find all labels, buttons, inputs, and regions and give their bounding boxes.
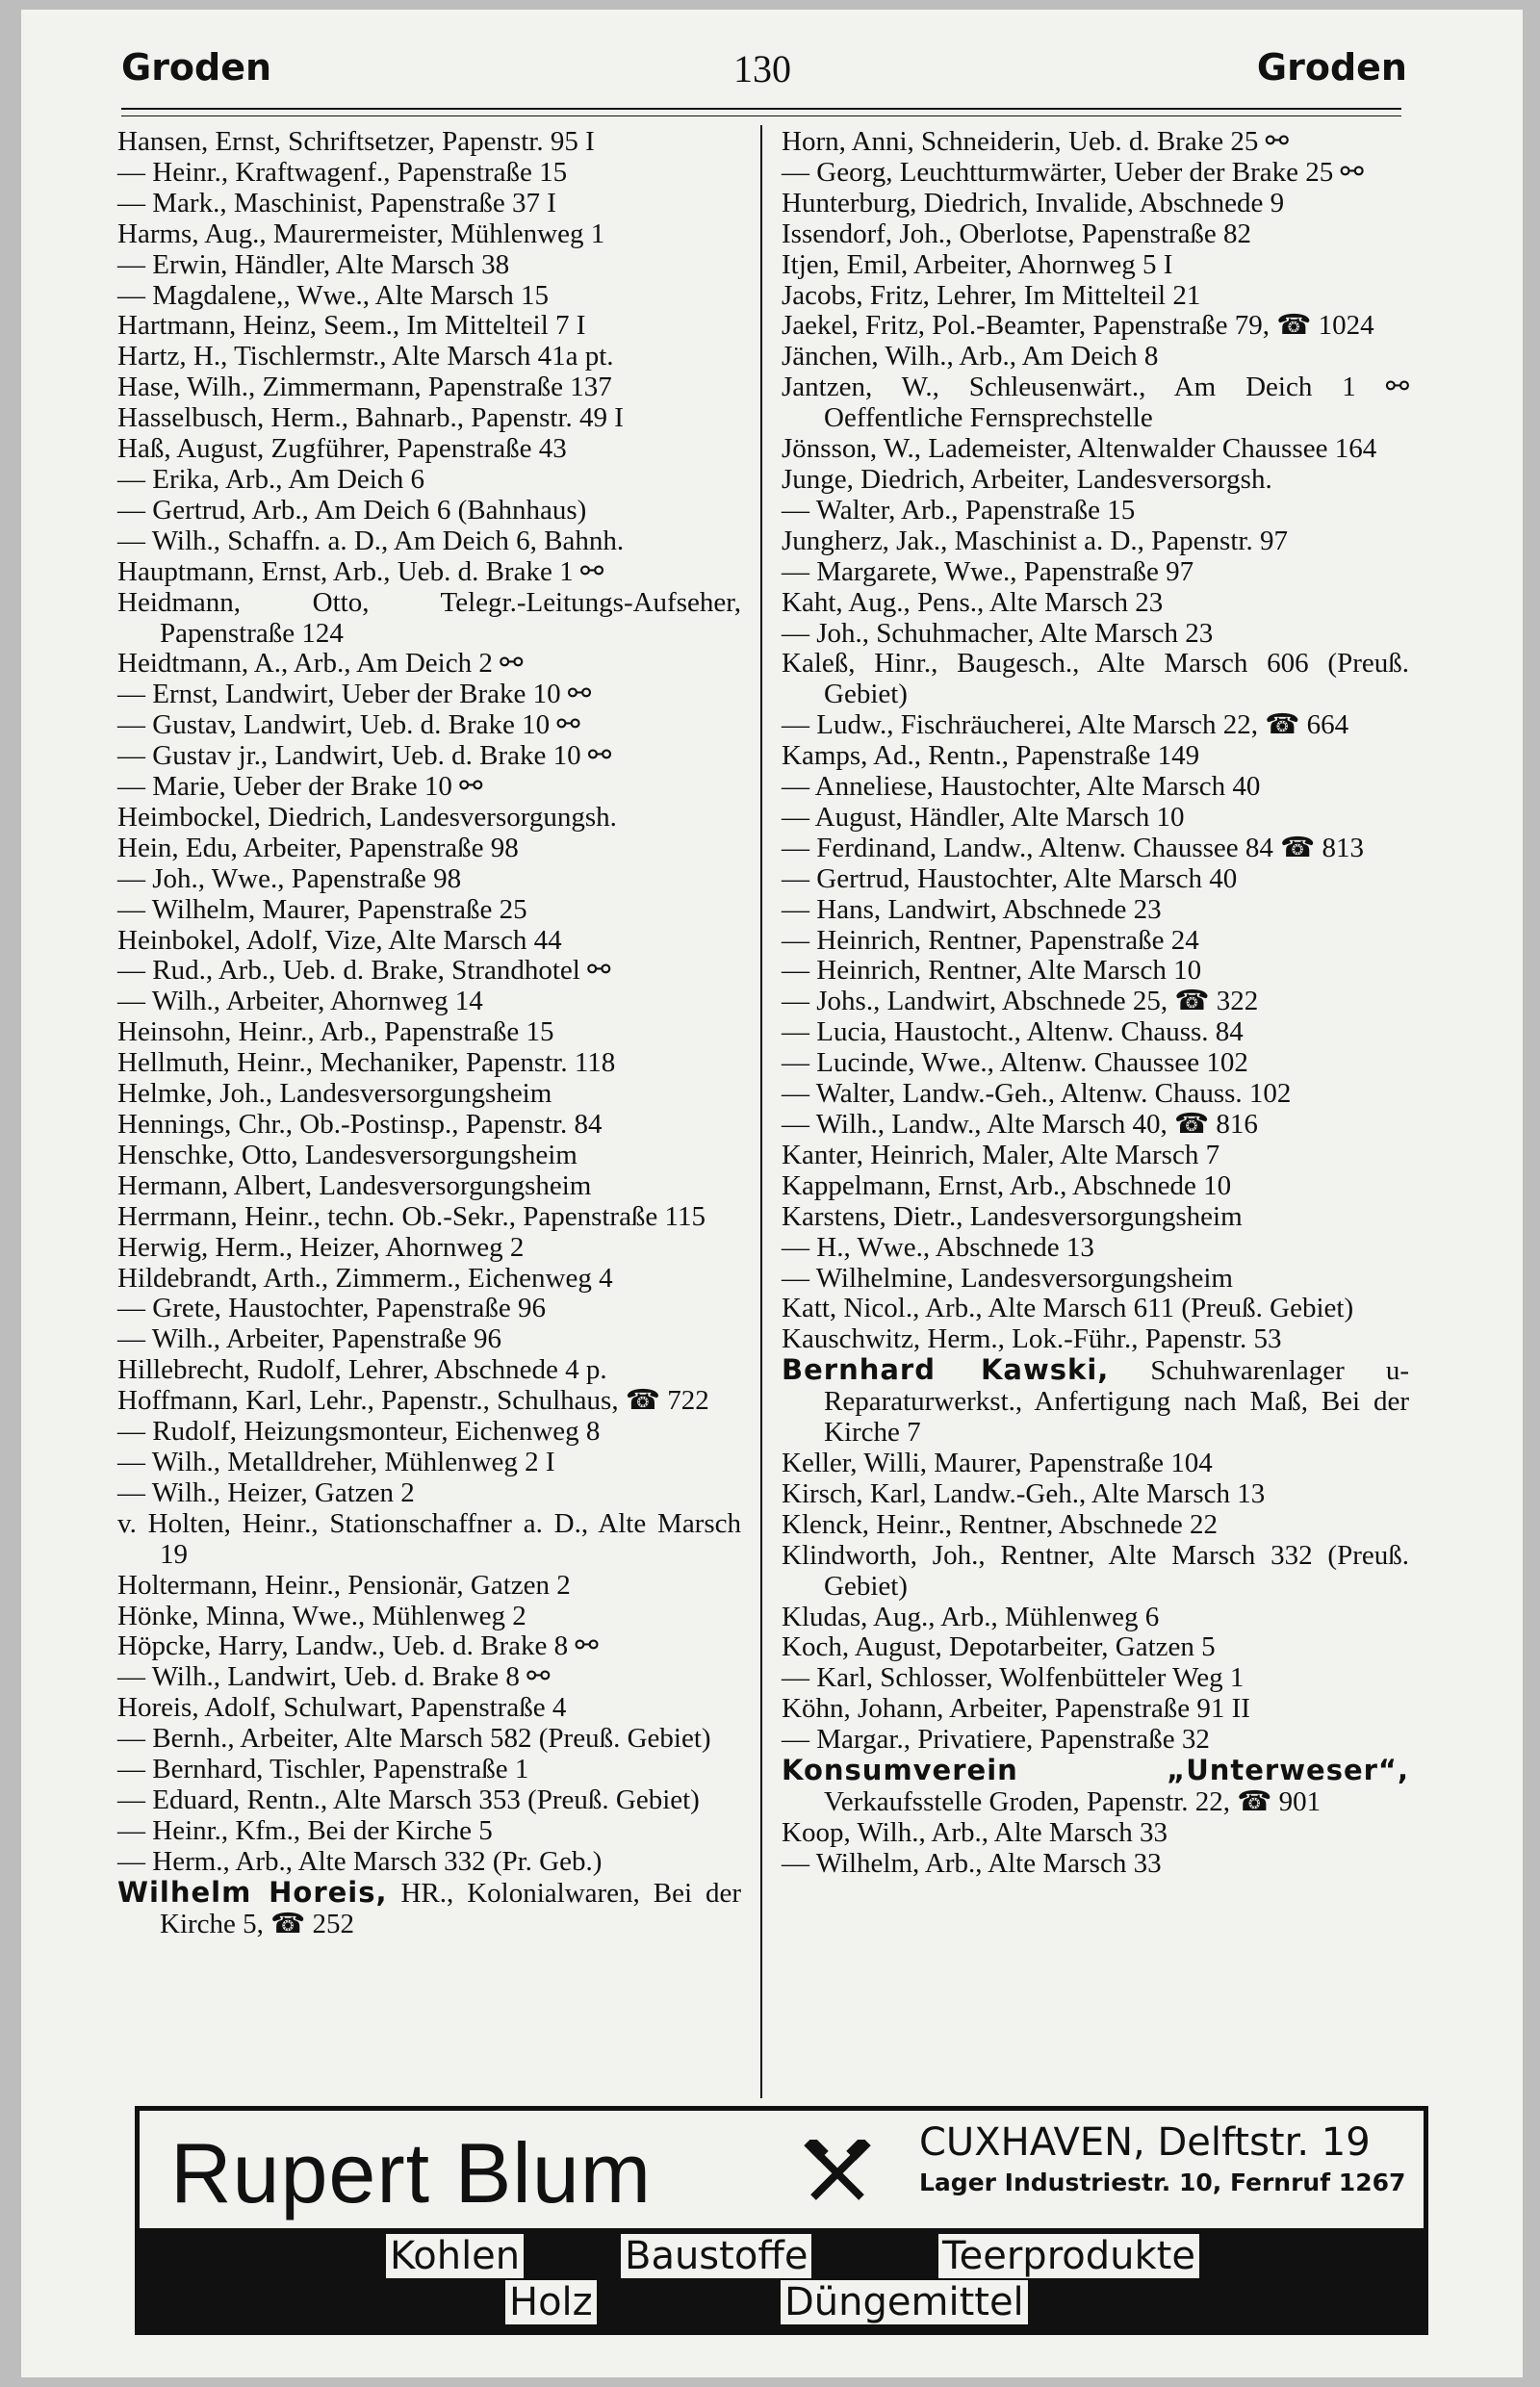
directory-entry: — Rudolf, Heizungsmonteur, Eichenweg 8	[117, 1416, 601, 1448]
ad-city-line: CUXHAVEN, Delftstr. 19	[919, 2120, 1371, 2165]
directory-entry: — Wilh., Landw., Alte Marsch 40, ☎ 816	[782, 1109, 1258, 1140]
directory-entry: — Heinrich, Rentner, Alte Marsch 10	[782, 955, 1202, 987]
header-rule	[121, 108, 1401, 110]
directory-entry: — Magdalene,, Wwe., Alte Marsch 15	[117, 279, 550, 311]
directory-entry: — Ludw., Fischräucherei, Alte Marsch 22, ☎ 664	[782, 709, 1349, 741]
directory-entry: — Heinr., Kraftwagenf., Papenstraße 15	[117, 156, 568, 188]
directory-entry: — Marie, Ueber der Brake 10 ⚯	[117, 771, 483, 803]
directory-entry: — Wilh., Landwirt, Ueb. d. Brake 8 ⚯	[117, 1661, 551, 1693]
directory-entry: — Ernst, Landwirt, Ueber der Brake 10 ⚯	[117, 679, 592, 710]
directory-entry: v. Holten, Heinr., Stationschaffner a. D., Alte Marsch 19	[117, 1507, 741, 1570]
directory-entry: Jänchen, Wilh., Arb., Am Deich 8	[782, 341, 1159, 372]
directory-entry: Herwig, Herm., Heizer, Ahornweg 2	[117, 1231, 525, 1263]
directory-entry: Kauschwitz, Herm., Lok.-Führ., Papenstr. 53	[782, 1323, 1282, 1355]
directory-entry: Heimbockel, Diedrich, Landesversorgungsh.	[117, 801, 617, 833]
ad-product-baustoffe: Baustoffe	[621, 2234, 811, 2278]
directory-entry: Köhn, Johann, Arbeiter, Papenstraße 91 II	[782, 1693, 1250, 1725]
directory-entry: Kludas, Aug., Arb., Mühlenweg 6	[782, 1601, 1160, 1632]
crossed-hammers-icon	[804, 2140, 871, 2207]
directory-entry: Herrmann, Heinr., techn. Ob.-Sekr., Papenstraße 115	[117, 1200, 706, 1232]
directory-entry: Hennings, Chr., Ob.-Postinsp., Papenstr. 84	[117, 1109, 603, 1140]
directory-entry: Itjen, Emil, Arbeiter, Ahornweg 5 I	[782, 248, 1173, 280]
directory-entry: Hildebrandt, Arth., Zimmerm., Eichenweg 4	[117, 1262, 613, 1294]
directory-entry: — Herm., Arb., Alte Marsch 332 (Pr. Geb.)	[117, 1845, 603, 1877]
directory-entry: Hein, Edu, Arbeiter, Papenstraße 98	[117, 832, 519, 863]
directory-entry: Koch, August, Depotarbeiter, Gatzen 5	[782, 1631, 1216, 1663]
directory-entry: — Margarete, Wwe., Papenstraße 97	[782, 555, 1194, 587]
directory-entry: — Margar., Privatiere, Papenstraße 32	[782, 1724, 1210, 1756]
directory-entry: — Anneliese, Haustochter, Alte Marsch 40	[782, 771, 1261, 803]
directory-entry: — Lucinde, Wwe., Altenw. Chaussee 102	[782, 1047, 1248, 1079]
directory-entry: Katt, Nicol., Arb., Alte Marsch 611 (Preuß. Gebiet)	[782, 1293, 1354, 1324]
directory-entry: Heinbokel, Adolf, Vize, Alte Marsch 44	[117, 924, 562, 956]
directory-entry: — Wilh., Arbeiter, Papenstraße 96	[117, 1323, 502, 1355]
directory-entry: — Wilh., Metalldreher, Mühlenweg 2 I	[117, 1446, 555, 1477]
ad-product-teerprodukte: Teerprodukte	[938, 2234, 1199, 2278]
directory-entry-advert	[782, 1355, 1409, 1449]
directory-entry: Hunterburg, Diedrich, Invalide, Abschnede 9	[782, 187, 1285, 218]
directory-entry: Heidmann, Otto, Telegr.-Leitungs-Aufseher, Papenstraße 124	[117, 586, 741, 649]
directory-entry-advert	[782, 1756, 1409, 1818]
directory-entry: Hartz, H., Tischlermstr., Alte Marsch 41a pt.	[117, 341, 614, 372]
directory-entry: Hillebrecht, Rudolf, Lehrer, Abschnede 4 p.	[117, 1354, 607, 1386]
directory-entry: Höpcke, Harry, Landw., Ueb. d. Brake 8 ⚯	[117, 1630, 599, 1662]
directory-entry: — Gertrud, Haustochter, Alte Marsch 40	[782, 862, 1238, 894]
directory-entry: — H., Wwe., Abschnede 13	[782, 1231, 1094, 1263]
directory-entry: Issendorf, Joh., Oberlotse, Papenstraße 82	[782, 218, 1252, 249]
directory-entry: — Grete, Haustochter, Papenstraße 96	[117, 1293, 546, 1324]
directory-entry-advert	[117, 1875, 741, 1940]
ad-product-holz: Holz	[505, 2280, 597, 2324]
directory-entry: — Rud., Arb., Ueb. d. Brake, Strandhotel ⚯	[117, 955, 611, 987]
directory-entry: Klindworth, Joh., Rentner, Alte Marsch 332 (Preuß. Gebiet)	[782, 1539, 1409, 1602]
directory-entry: — Wilhelmine, Landesversorgungsheim	[782, 1262, 1233, 1294]
directory-entry: Helmke, Joh., Landesversorgungsheim	[117, 1078, 552, 1110]
directory-entry: Haß, August, Zugführer, Papenstraße 43	[117, 433, 567, 465]
directory-entry: — Joh., Schuhmacher, Alte Marsch 23	[782, 617, 1214, 649]
directory-entry: Jantzen, W., Schleusenwärt., Am Deich 1 ⚯ Oeffentliche Fernsprechstelle	[782, 372, 1409, 434]
directory-entry: — Erika, Arb., Am Deich 6	[117, 463, 424, 495]
directory-entry: Hermann, Albert, Landesversorgungsheim	[117, 1169, 592, 1201]
directory-entry: — Walter, Landw.-Geh., Altenw. Chauss. 102	[782, 1078, 1292, 1110]
ad-company-name: Rupert Blum	[170, 2125, 653, 2220]
advert-entry-name: Konsumverein „Unterweser“,	[782, 1754, 1409, 1787]
directory-entry: Horeis, Adolf, Schulwart, Papenstraße 4	[117, 1692, 567, 1724]
directory-entry: — Walter, Arb., Papenstraße 15	[782, 494, 1136, 526]
directory-entry: Kirsch, Karl, Landw.-Geh., Alte Marsch 13	[782, 1477, 1266, 1509]
advert-entry-name: Bernhard Kawski,	[782, 1353, 1110, 1387]
directory-entry: Junge, Diedrich, Arbeiter, Landesversorgsh.	[782, 463, 1272, 495]
left-column	[117, 127, 741, 1939]
directory-entry: Henschke, Otto, Landesversorgungsheim	[117, 1139, 578, 1170]
directory-entry: — Wilh., Heizer, Gatzen 2	[117, 1476, 415, 1508]
directory-entry: — Wilhelm, Maurer, Papenstraße 25	[117, 893, 527, 925]
directory-entry: Hansen, Ernst, Schriftsetzer, Papenstr. 95 I	[117, 126, 595, 157]
page-number: 130	[733, 47, 791, 90]
directory-entry: — Wilhelm, Arb., Alte Marsch 33	[782, 1847, 1162, 1879]
header-right-place: Groden	[1256, 46, 1407, 89]
directory-entry: Heidtmann, A., Arb., Am Deich 2 ⚯	[117, 648, 524, 680]
ad-product-kohlen: Kohlen	[386, 2234, 524, 2278]
directory-entry: Hasselbusch, Herm., Bahnarb., Papenstr. 49 I	[117, 402, 624, 434]
directory-entry: Keller, Willi, Maurer, Papenstraße 104	[782, 1447, 1213, 1478]
directory-entry: Kamps, Ad., Rentn., Papenstraße 149	[782, 740, 1200, 772]
directory-entry: — Gustav, Landwirt, Ueb. d. Brake 10 ⚯	[117, 709, 580, 741]
directory-entry: Hellmuth, Heinr., Mechaniker, Papenstr. 118	[117, 1047, 616, 1079]
directory-entry: — Joh., Wwe., Papenstraße 98	[117, 862, 462, 894]
directory-entry: — Wilh., Arbeiter, Ahornweg 14	[117, 986, 483, 1017]
directory-entry: — Wilh., Schaffn. a. D., Am Deich 6, Bahnh.	[117, 525, 625, 556]
directory-entry: Kaleß, Hinr., Baugesch., Alte Marsch 606 (Preuß. Gebiet)	[782, 648, 1409, 710]
directory-entry: — Erwin, Händler, Alte Marsch 38	[117, 248, 510, 280]
advert-entry-details: HR., Kolonialwaren, Bei der Kirche 5, ☎ 252	[160, 1877, 741, 1939]
directory-entry: Jacobs, Fritz, Lehrer, Im Mittelteil 21	[782, 279, 1201, 311]
directory-entry: Heinsohn, Heinr., Arb., Papenstraße 15	[117, 1016, 554, 1048]
directory-entry: Hauptmann, Ernst, Arb., Ueb. d. Brake 1 ⚯	[117, 555, 604, 587]
directory-entry: — Gertrud, Arb., Am Deich 6 (Bahnhaus)	[117, 494, 587, 526]
directory-entry: — Ferdinand, Landw., Altenw. Chaussee 84 ☎ 813	[782, 832, 1365, 863]
directory-entry: Hoffmann, Karl, Lehr., Papenstr., Schulhaus, ☎ 722	[117, 1385, 709, 1417]
header-left-place: Groden	[121, 46, 272, 89]
ad-product-duengemittel: Düngemittel	[781, 2280, 1028, 2324]
directory-entry: — Karl, Schlosser, Wolfenbütteler Weg 1	[782, 1662, 1245, 1694]
directory-entry: — August, Händler, Alte Marsch 10	[782, 801, 1185, 833]
directory-entry: Holtermann, Heinr., Pensionär, Gatzen 2	[117, 1569, 571, 1601]
directory-entry: Karstens, Dietr., Landesversorgungsheim	[782, 1200, 1243, 1232]
directory-entry: — Gustav jr., Landwirt, Ueb. d. Brake 10 ⚯	[117, 740, 612, 772]
directory-entry: Harms, Aug., Maurermeister, Mühlenweg 1	[117, 218, 605, 249]
directory-entry: Kappelmann, Ernst, Arb., Abschnede 10	[782, 1169, 1232, 1201]
directory-entry: — Hans, Landwirt, Abschnede 23	[782, 893, 1162, 925]
right-column	[782, 127, 1409, 1880]
directory-entry: — Eduard, Rentn., Alte Marsch 353 (Preuß. Gebiet)	[117, 1784, 700, 1815]
column-divider	[760, 125, 762, 2098]
directory-entry: — Bernhard, Tischler, Papenstraße 1	[117, 1754, 529, 1785]
advertisement-box	[135, 2106, 1428, 2335]
directory-entry: Hartmann, Heinz, Seem., Im Mittelteil 7 I	[117, 310, 586, 342]
directory-entry: Kaht, Aug., Pens., Alte Marsch 23	[782, 586, 1164, 618]
directory-entry: — Heinr., Kfm., Bei der Kirche 5	[117, 1814, 493, 1846]
directory-entry: Hase, Wilh., Zimmermann, Papenstraße 137	[117, 372, 612, 403]
directory-entry: — Johs., Landwirt, Abschnede 25, ☎ 322	[782, 986, 1259, 1017]
directory-entry: Koop, Wilh., Arb., Alte Marsch 33	[782, 1816, 1168, 1848]
ad-address-line: Lager Industriestr. 10, Fernruf 1267	[919, 2169, 1406, 2196]
directory-entry: Jungherz, Jak., Maschinist a. D., Papenstr. 97	[782, 525, 1288, 556]
page-header	[21, 46, 1523, 104]
directory-entry: Klenck, Heinr., Rentner, Abschnede 22	[782, 1508, 1219, 1540]
directory-page	[21, 10, 1523, 2377]
directory-entry: — Georg, Leuchtturmwärter, Ueber der Brake 25 ⚯	[782, 156, 1364, 188]
advert-entry-name: Wilhelm Horeis,	[117, 1875, 388, 1909]
directory-entry: Jaekel, Fritz, Pol.-Beamter, Papenstraße 79, ☎ 1024	[782, 310, 1374, 342]
directory-entry: — Lucia, Haustocht., Altenw. Chauss. 84	[782, 1016, 1244, 1048]
directory-entry: — Mark., Maschinist, Papenstraße 37 I	[117, 187, 556, 218]
directory-entry: Hönke, Minna, Wwe., Mühlenweg 2	[117, 1600, 526, 1631]
directory-entry: — Bernh., Arbeiter, Alte Marsch 582 (Preuß. Gebiet)	[117, 1723, 711, 1755]
ad-product-band	[140, 2228, 1424, 2330]
advert-entry-details: Schuhwarenlager u- Reparaturwerkst., Anfertigung nach Maß, Bei der Kirche 7	[824, 1355, 1409, 1449]
directory-entry: Kanter, Heinrich, Maler, Alte Marsch 7	[782, 1139, 1220, 1170]
directory-entry: — Heinrich, Rentner, Papenstraße 24	[782, 924, 1199, 956]
directory-entry: Horn, Anni, Schneiderin, Ueb. d. Brake 25 ⚯	[782, 126, 1289, 157]
advert-entry-details: Verkaufsstelle Groden, Papenstr. 22, ☎ 901	[824, 1785, 1322, 1817]
directory-entry: Jönsson, W., Lademeister, Altenwalder Chaussee 164	[782, 433, 1377, 465]
